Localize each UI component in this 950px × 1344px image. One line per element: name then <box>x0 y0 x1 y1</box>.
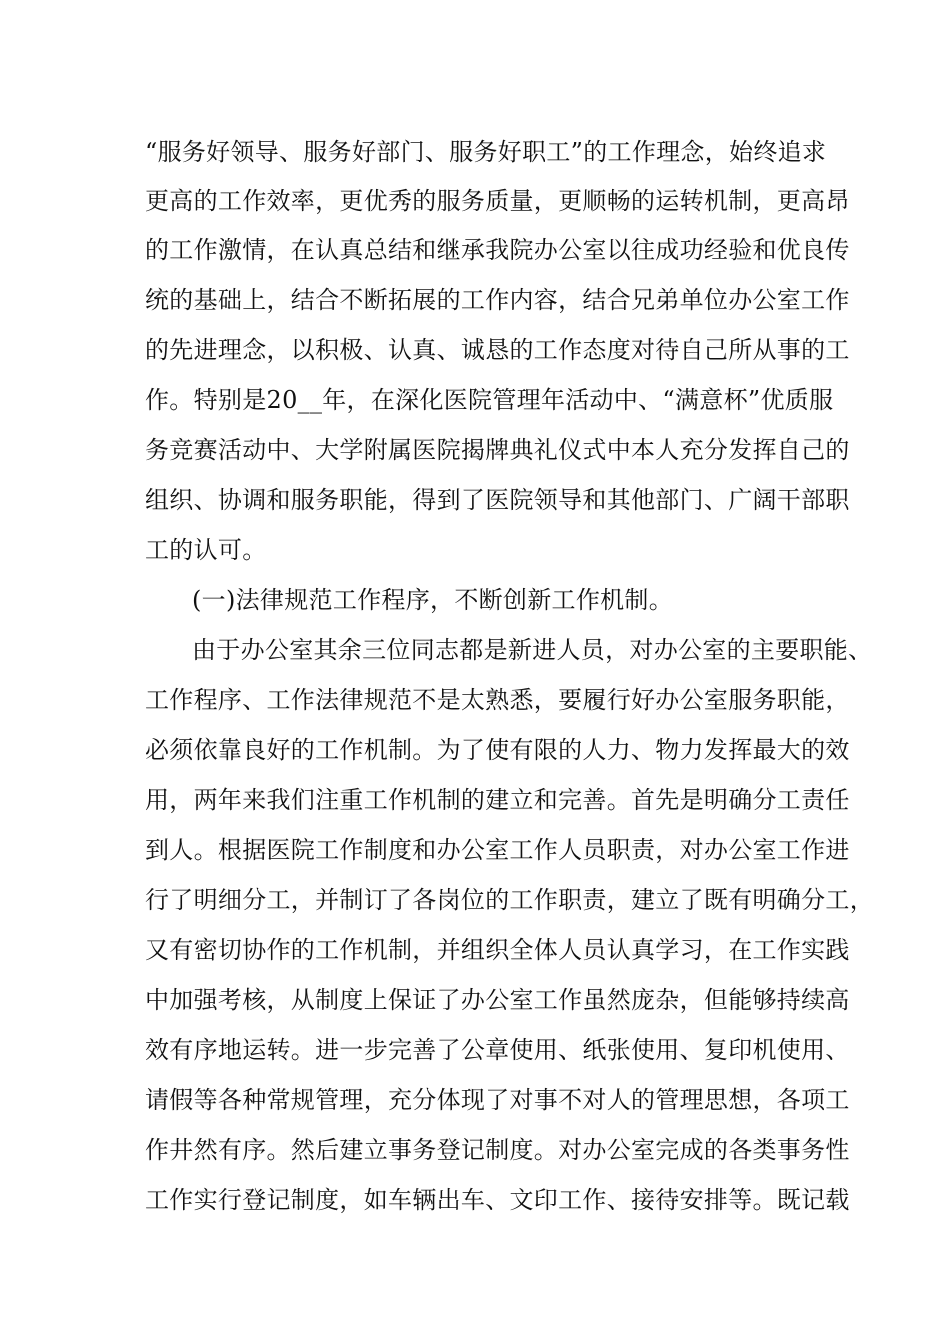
text-line: 到人。根据医院工作制度和办公室工作人员职责，对办公室工作进 <box>145 836 850 864</box>
text-line: 请假等各种常规管理，充分体现了对事不对人的管理思想，各项工 <box>145 1086 850 1114</box>
text-line: 用，两年来我们注重工作机制的建立和完善。首先是明确分工责任 <box>145 786 850 814</box>
section-heading: (一)法律规范工作程序，不断创新工作机制。 <box>192 586 674 614</box>
text-line: 效有序地运转。进一步完善了公章使用、纸张使用、复印机使用、 <box>145 1036 850 1064</box>
text-line: 工的认可。 <box>145 536 267 564</box>
text-line: 组织、协调和服务职能，得到了医院领导和其他部门、广阔干部职 <box>145 486 850 514</box>
text-line: 作。特别是20__年，在深化医院管理年活动中、“满意杯”优质服 <box>145 386 834 414</box>
text-line: 必须依靠良好的工作机制。为了使有限的人力、物力发挥最大的效 <box>145 736 850 764</box>
text-line: 中加强考核，从制度上保证了办公室工作虽然庞杂，但能够持续高 <box>145 986 850 1014</box>
text-line: 工作实行登记制度，如车辆出车、文印工作、接待安排等。既记载 <box>145 1186 850 1214</box>
text-line: 的先进理念，以积极、认真、诚恳的工作态度对待自己所从事的工 <box>145 336 850 364</box>
text-line: 的工作激情，在认真总结和继承我院办公室以往成功经验和优良传 <box>145 236 850 264</box>
text-line: 作井然有序。然后建立事务登记制度。对办公室完成的各类事务性 <box>145 1136 850 1164</box>
text-line: 工作程序、工作法律规范不是太熟悉，要履行好办公室服务职能， <box>145 686 850 714</box>
text-line: 更高的工作效率，更优秀的服务质量，更顺畅的运转机制，更高昂 <box>145 187 850 215</box>
text-line: 务竞赛活动中、大学附属医院揭牌典礼仪式中本人充分发挥自己的 <box>145 436 850 464</box>
text-line: 统的基础上，结合不断拓展的工作内容，结合兄弟单位办公室工作 <box>145 286 850 314</box>
text-line: “服务好领导、服务好部门、服务好职工”的工作理念，始终追求 <box>145 138 827 166</box>
text-line: 行了明细分工，并制订了各岗位的工作职责，建立了既有明确分工， <box>145 886 874 914</box>
text-line: 又有密切协作的工作机制，并组织全体人员认真学习，在工作实践 <box>145 936 850 964</box>
text-line: 由于办公室其余三位同志都是新进人员，对办公室的主要职能、 <box>192 636 873 664</box>
